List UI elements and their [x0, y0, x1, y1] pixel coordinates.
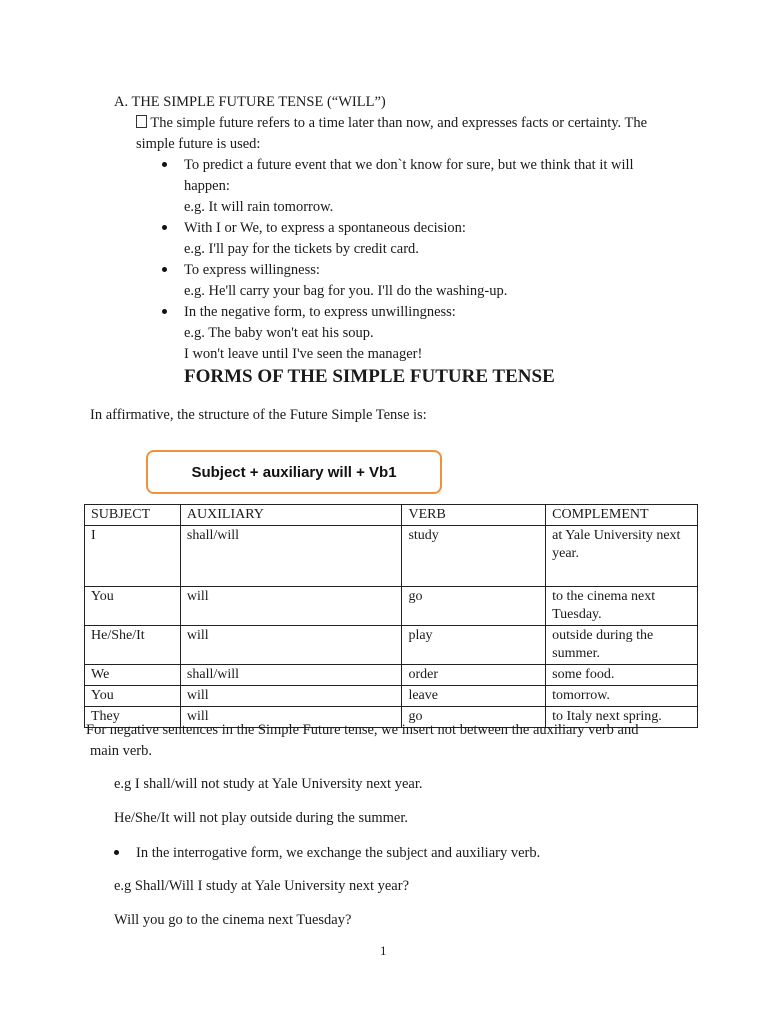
- table-cell: He/She/It: [85, 626, 181, 665]
- table-cell: will: [180, 626, 402, 665]
- table-cell: We: [85, 665, 181, 686]
- intro-line-2: simple future is used:: [136, 136, 261, 152]
- table-cell: to the cinema next Tuesday.: [546, 587, 698, 626]
- bullet-dot: [114, 850, 119, 855]
- negative-example-2: He/She/It will not play outside during the summer.: [114, 810, 408, 826]
- interrogative-bullet: In the interrogative form, we exchange the subject and auxiliary verb.: [136, 845, 541, 861]
- table-cell: shall/will: [180, 526, 402, 587]
- use-1-line2: happen:: [184, 178, 230, 194]
- table-row: [85, 665, 698, 686]
- negative-line-2: main verb.: [90, 743, 153, 759]
- header-cell: COMPLEMENT: [546, 505, 698, 526]
- formula-text: Subject + auxiliary will + Vb1: [191, 463, 397, 481]
- affirmative-intro: In affirmative, the structure of the Future Simple Tense is:: [90, 407, 427, 423]
- forms-table: [84, 504, 698, 728]
- bullet-dot: [162, 309, 167, 314]
- table-row: [85, 587, 698, 626]
- use-4-example1: e.g. The baby won't eat his soup.: [184, 325, 374, 341]
- page-number: 1: [380, 943, 387, 958]
- table-cell: at Yale University next year.: [546, 526, 698, 587]
- table-cell: some food.: [546, 665, 698, 686]
- use-2-example: e.g. I'll pay for the tickets by credit card.: [184, 241, 419, 257]
- interrogative-example-1: e.g Shall/Will I study at Yale University next year?: [114, 878, 409, 894]
- table-cell: order: [402, 665, 546, 686]
- table-cell: will: [180, 686, 402, 707]
- table-header-row: [85, 505, 698, 526]
- use-4-example2: I won't leave until I've seen the manager!: [184, 346, 423, 362]
- forms-heading: FORMS OF THE SIMPLE FUTURE TENSE: [184, 366, 555, 387]
- use-1-line1: To predict a future event that we don`t know for sure, but we think that it will: [184, 157, 634, 173]
- table-cell: go: [402, 587, 546, 626]
- header-cell: VERB: [402, 505, 546, 526]
- use-3-line1: To express willingness:: [184, 262, 320, 278]
- intro-text: The simple future refers to a time later than now, and expresses facts or certainty. The: [147, 115, 648, 131]
- table-cell: study: [402, 526, 546, 587]
- table-cell: tomorrow.: [546, 686, 698, 707]
- negative-line-1: For negative sentences in the Simple Future tense, we insert not between the auxiliary verb and: [86, 722, 639, 738]
- use-4-line1: In the negative form, to express unwillingness:: [184, 304, 456, 320]
- table-cell: outside during the summer.: [546, 626, 698, 665]
- table-cell: to Italy next spring.: [546, 707, 698, 728]
- table-cell: will: [180, 587, 402, 626]
- section-title: A. THE SIMPLE FUTURE TENSE (“WILL”): [114, 94, 386, 110]
- use-1-example: e.g. It will rain tomorrow.: [184, 199, 334, 215]
- table-cell: play: [402, 626, 546, 665]
- table-cell: will: [180, 707, 402, 728]
- negative-example-1: e.g I shall/will not study at Yale University next year.: [114, 776, 423, 792]
- table-row: [85, 626, 698, 665]
- formula-callout: [146, 450, 442, 494]
- table-cell: You: [85, 686, 181, 707]
- table-cell: shall/will: [180, 665, 402, 686]
- use-2-line1: With I or We, to express a spontaneous decision:: [184, 220, 466, 236]
- table-cell: leave: [402, 686, 546, 707]
- table-cell: They: [85, 707, 181, 728]
- table-row: [85, 686, 698, 707]
- table-cell: You: [85, 587, 181, 626]
- table-cell: I: [85, 526, 181, 587]
- intro-line-1: [136, 113, 647, 133]
- table-row: [85, 526, 698, 587]
- header-cell: SUBJECT: [85, 505, 181, 526]
- header-cell: AUXILIARY: [180, 505, 402, 526]
- table-cell: go: [402, 707, 546, 728]
- bullet-dot: [162, 267, 167, 272]
- use-3-example: e.g. He'll carry your bag for you. I'll do the washing-up.: [184, 283, 508, 299]
- bullet-dot: [162, 225, 167, 230]
- bullet-dot: [162, 162, 167, 167]
- interrogative-example-2: Will you go to the cinema next Tuesday?: [114, 912, 352, 928]
- symbol-box-icon: [136, 115, 147, 128]
